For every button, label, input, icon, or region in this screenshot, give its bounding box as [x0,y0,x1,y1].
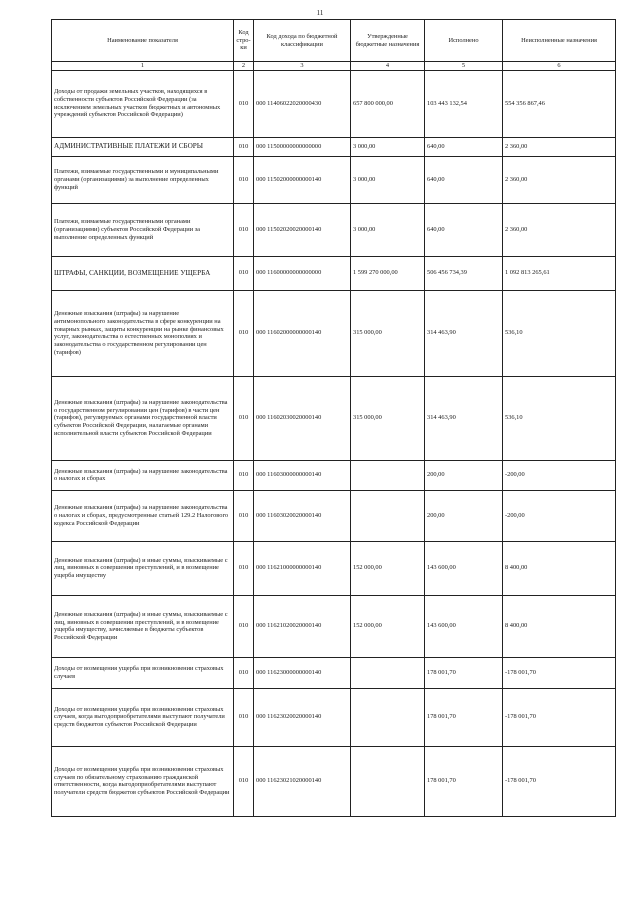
indicator-name: Доходы от возмещения ущерба при возникновении страховых случаев, когда выгодоприобретателями выступают получатели средств бюджетов субъектов Российской Федерации [52,688,234,746]
unexecuted-amount: 536,10 [503,376,616,460]
income-code: 000 11603000000000140 [254,460,351,490]
indicator-name: Доходы от возмещения ущерба при возникновении страховых случаев [52,657,234,688]
approved-amount: 3 000,00 [351,156,425,203]
approved-amount: 315 000,00 [351,376,425,460]
approved-amount: 152 000,00 [351,595,425,657]
income-code: 000 11600000000000000 [254,256,351,290]
executed-amount: 200,00 [425,490,503,541]
approved-amount: 1 599 270 000,00 [351,256,425,290]
line-code: 010 [234,203,254,256]
indicator-name: Платежи, взимаемые государственными и муниципальными органами (организациями) за выполнение определенных функций [52,156,234,203]
table-row [52,595,616,657]
approved-amount: 315 000,00 [351,290,425,376]
line-code: 010 [234,657,254,688]
column-number: 6 [503,62,616,71]
unexecuted-amount: -200,00 [503,460,616,490]
table-row [52,70,616,137]
line-code: 010 [234,541,254,595]
unexecuted-amount: 1 092 813 265,61 [503,256,616,290]
table-row [52,290,616,376]
indicator-name: Денежные взыскания (штрафы) за нарушение законодательства о государственном регулировании цен (тарифов) в части цен (тарифов), регулируемых органами государственной власти субъектов Российской Федерации, налагаемые органами исполнительной власти субъектов Российской Федерации [52,376,234,460]
header-row [52,20,616,62]
line-code: 010 [234,70,254,137]
executed-amount: 178 001,70 [425,688,503,746]
line-code: 010 [234,256,254,290]
indicator-name: Денежные взыскания (штрафы) за нарушение антимонопольного законодательства в сфере конкуренции на товарных рынках, защиты конкуренции на рынке финансовых услуг, законодательства о естественных монополиях и законодательства о государственном регулировании цен (тарифов) [52,290,234,376]
unexecuted-amount: 2 360,00 [503,137,616,156]
approved-amount: 657 800 000,00 [351,70,425,137]
indicator-name: Платежи, взимаемые государственными органами (организациями) субъектов Российской Федерации за выполнение определенных функций [52,203,234,256]
executed-amount: 314 463,90 [425,376,503,460]
header-executed: Исполнено [425,20,503,62]
table-row [52,137,616,156]
unexecuted-amount: 2 360,00 [503,156,616,203]
income-code: 000 11623000000000140 [254,657,351,688]
line-code: 010 [234,490,254,541]
column-number: 3 [254,62,351,71]
executed-amount: 314 463,90 [425,290,503,376]
line-code: 010 [234,137,254,156]
unexecuted-amount: 554 356 867,46 [503,70,616,137]
executed-amount: 178 001,70 [425,746,503,816]
table-row [52,490,616,541]
table-row [52,657,616,688]
income-code: 000 11621000000000140 [254,541,351,595]
table-row [52,203,616,256]
income-code: 000 11602000000000140 [254,290,351,376]
approved-amount [351,460,425,490]
approved-amount [351,746,425,816]
page-number: 11 [316,9,324,17]
line-code: 010 [234,156,254,203]
income-code: 000 11623020020000140 [254,688,351,746]
line-code: 010 [234,595,254,657]
unexecuted-amount: -178 001,70 [503,688,616,746]
budget-execution-table [51,19,616,817]
table-row [52,376,616,460]
unexecuted-amount: -178 001,70 [503,746,616,816]
table-row [52,156,616,203]
approved-amount: 152 000,00 [351,541,425,595]
executed-amount: 103 443 132,54 [425,70,503,137]
indicator-name: Денежные взыскания (штрафы) за нарушение законодательства о налогах и сборах [52,460,234,490]
unexecuted-amount: 536,10 [503,290,616,376]
indicator-name: Денежные взыскания (штрафы) и иные суммы, взыскиваемые с лиц, виновных в совершении преступлений, и в возмещение ущерба имуществу [52,541,234,595]
table-row [52,746,616,816]
approved-amount [351,688,425,746]
table-row [52,460,616,490]
income-code: 000 11623021020000140 [254,746,351,816]
unexecuted-amount: 8 400,00 [503,595,616,657]
line-code: 010 [234,290,254,376]
executed-amount: 506 456 734,39 [425,256,503,290]
approved-amount: 3 000,00 [351,137,425,156]
column-number: 1 [52,62,234,71]
indicator-name: Денежные взыскания (штрафы) за нарушение законодательства о налогах и сборах, предусмотренные статьей 129.2 Налогового кодекса Российской Федерации [52,490,234,541]
executed-amount: 640,00 [425,203,503,256]
income-code: 000 11500000000000000 [254,137,351,156]
indicator-name: Денежные взыскания (штрафы) и иные суммы, взыскиваемые с лиц, виновных в совершении преступлений, и в возмещение ущерба имуществу, зачисляемые в бюджеты субъектов Российской Федерации [52,595,234,657]
approved-amount: 3 000,00 [351,203,425,256]
indicator-name: Доходы от продажи земельных участков, находящихся в собственности субъектов Российской Федерации (за исключением земельных участков бюджетных и автономных учреждений субъектов Российской Федерации) [52,70,234,137]
line-code: 010 [234,376,254,460]
executed-amount: 178 001,70 [425,657,503,688]
unexecuted-amount: 8 400,00 [503,541,616,595]
executed-amount: 640,00 [425,137,503,156]
income-code: 000 11603020020000140 [254,490,351,541]
line-code: 010 [234,460,254,490]
column-number: 4 [351,62,425,71]
income-code: 000 11621020020000140 [254,595,351,657]
header-unexecuted: Неисполненные назначения [503,20,616,62]
approved-amount [351,490,425,541]
income-code: 000 11502000000000140 [254,156,351,203]
line-code: 010 [234,746,254,816]
table-row [52,688,616,746]
income-code: 000 11502020020000140 [254,203,351,256]
line-code: 010 [234,688,254,746]
header-line-code: Код стро-ки [234,20,254,62]
approved-amount [351,657,425,688]
table-row [52,541,616,595]
executed-amount: 640,00 [425,156,503,203]
unexecuted-amount: -178 001,70 [503,657,616,688]
column-number: 5 [425,62,503,71]
indicator-name: ШТРАФЫ, САНКЦИИ, ВОЗМЕЩЕНИЕ УЩЕРБА [52,256,234,290]
indicator-name: АДМИНИСТРАТИВНЫЕ ПЛАТЕЖИ И СБОРЫ [52,137,234,156]
unexecuted-amount: -200,00 [503,490,616,541]
income-code: 000 11406022020000430 [254,70,351,137]
table-row [52,256,616,290]
executed-amount: 143 600,00 [425,595,503,657]
unexecuted-amount: 2 360,00 [503,203,616,256]
header-approved: Утвержденные бюджетные назначения [351,20,425,62]
header-income-code: Код дохода по бюджетной классификации [254,20,351,62]
column-number: 2 [234,62,254,71]
income-code: 000 11602030020000140 [254,376,351,460]
column-number-row [52,62,616,71]
executed-amount: 200,00 [425,460,503,490]
indicator-name: Доходы от возмещения ущерба при возникновении страховых случаев по обязательному страхованию гражданской ответственности, когда выгодоприобретателями выступают получатели средств бюджетов субъектов Российской Федерации [52,746,234,816]
header-indicator-name: Наименование показателя [52,20,234,62]
executed-amount: 143 600,00 [425,541,503,595]
